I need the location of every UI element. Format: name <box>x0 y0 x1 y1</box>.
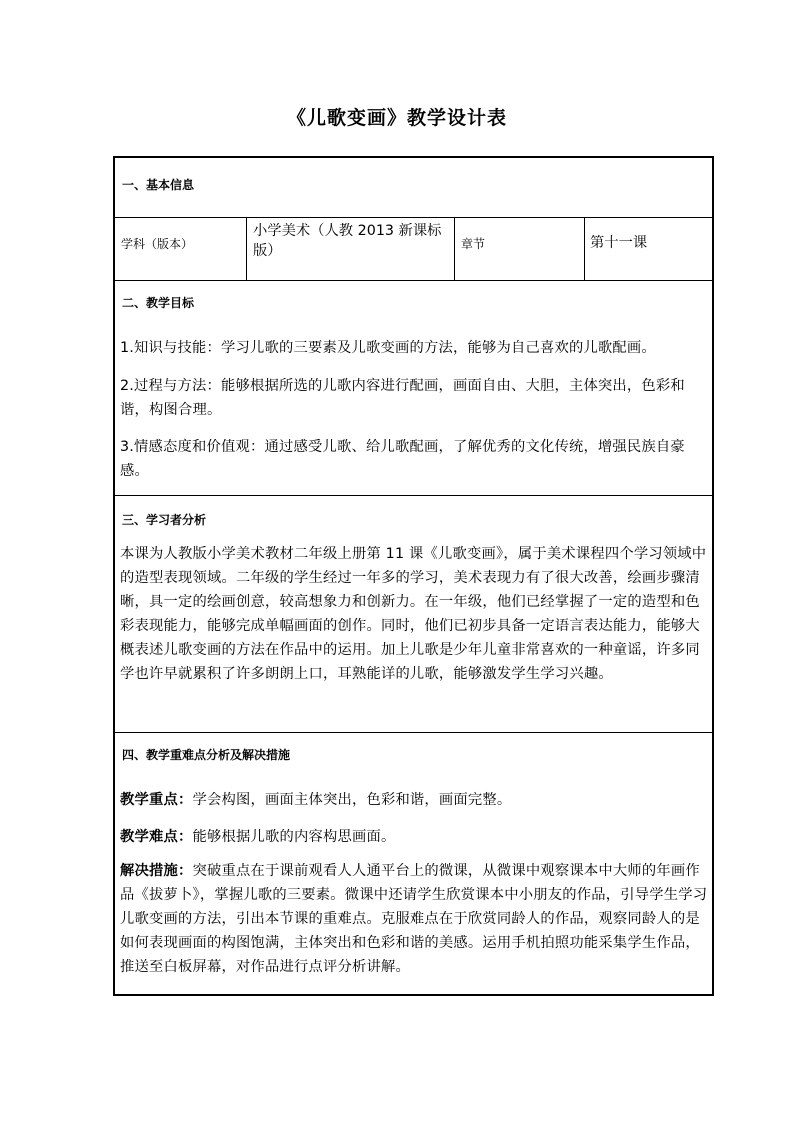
section-header: 一、基本信息 <box>122 178 195 192</box>
section-learner-analysis <box>115 496 712 733</box>
section-header: 二、教学目标 <box>122 296 195 310</box>
section-basic-info <box>115 158 712 218</box>
learner-text: 本课为人教版小学美术教材二年级上册第 11 课《儿歌变画》，属于美术课程四个学习领域中的造型表现领域。二年级的学生经过一年多的学习，美术表现力有了很大改善，绘画步骤清晰，具一定的绘画创意，较高想象力和创新力。在一年级，他们已经掌握了一定的造型和色彩表现能力，能够完成单幅画面的创作。同时，他们已初步具备一定语言表达能力，能够大概表述儿歌变画的方法在作品中的运用。加上儿歌是少年儿童非常喜欢的一种童谣，许多同学也许早就累积了许多朗朗上口，耳熟能详的儿歌，能够激发学生学习兴趣。 <box>120 546 707 682</box>
solution-paragraph <box>120 859 710 979</box>
subject-label: 学科（版本） <box>121 237 194 251</box>
solution-text: 突破重点在于课前观看人人通平台上的微课，从微课中观察课本中大师的年画作品《拔萝卜》，掌握儿歌的三要素。微课中还请学生欣赏课本中小朋友的作品，引导学生学习儿歌变画的方法，引出本节课的重难点。克服难点在于欣赏同龄人的作品，观察同龄人的是如何表现画面的构图饱满，主体突出和色彩和谐的美感。运用手机拍照功能采集学生作品，推送至白板屏幕，对作品进行点评分析讲解。 <box>120 863 708 975</box>
goal-item: 1.知识与技能：学习儿歌的三要素及儿歌变画的方法，能够为自己喜欢的儿歌配画。 <box>120 340 656 356</box>
focus-paragraph <box>120 788 710 812</box>
section-teaching-goals <box>115 281 712 496</box>
section-header: 四、教学重难点分析及解决措施 <box>122 748 291 762</box>
section-key-points <box>115 733 712 996</box>
chapter-value-cell <box>584 218 712 280</box>
chapter-label-cell <box>454 218 584 280</box>
goal-item: 2.过程与方法：能够根据所选的儿歌内容进行配画，画面自由、大胆，主体突出，色彩和谐，构图合理。 <box>120 378 685 418</box>
subject-value: 小学美术（人教 2013 新课标版） <box>253 223 442 259</box>
subject-value-cell <box>246 218 454 280</box>
design-table <box>113 156 714 996</box>
solution-label: 解决措施： <box>120 863 193 879</box>
section-header: 三、学习者分析 <box>122 513 207 527</box>
subject-row <box>115 218 712 281</box>
difficulty-label: 教学难点： <box>120 829 193 845</box>
subject-label-cell <box>115 218 246 280</box>
focus-text: 学会构图，画面主体突出，色彩和谐，画面完整。 <box>192 792 512 808</box>
focus-label: 教学重点： <box>120 792 193 808</box>
difficulty-paragraph <box>120 825 710 849</box>
page-title: 《儿歌变画》教学设计表 <box>286 107 507 129</box>
chapter-label: 章节 <box>461 237 486 251</box>
goal-item: 3.情感态度和价值观：通过感受儿歌、给儿歌配画，了解优秀的文化传统，增强民族自豪感。 <box>120 439 685 479</box>
difficulty-text: 能够根据儿歌的内容构思画面。 <box>192 829 396 845</box>
chapter-value: 第十一课 <box>590 235 648 251</box>
